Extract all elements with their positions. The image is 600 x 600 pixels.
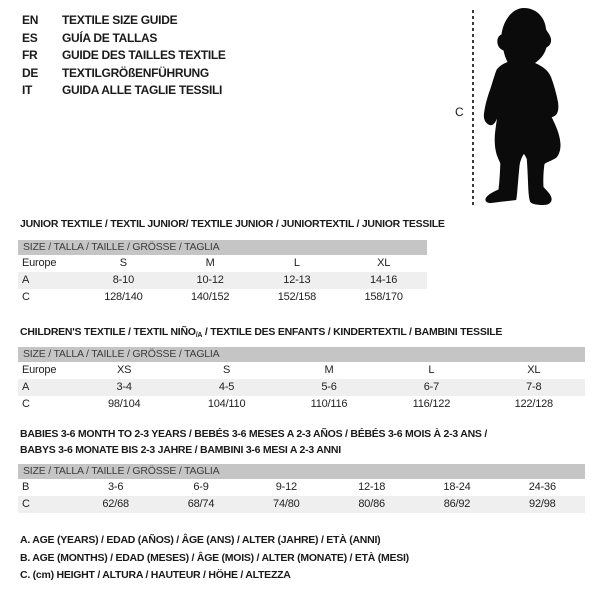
babies-section-title <box>20 426 487 458</box>
size-band-row <box>18 347 585 362</box>
language-code: IT <box>22 83 33 97</box>
children-section-title <box>20 324 502 344</box>
table-row <box>18 396 585 413</box>
size-cell: L <box>293 257 300 269</box>
size-band-label: SIZE / TALLA / TAILLE / GRÖSSE / TAGLIA <box>18 464 585 479</box>
size-cell: S <box>223 364 231 376</box>
age-cell: 12-13 <box>254 272 341 289</box>
size-cell: XL <box>377 257 391 269</box>
table-row <box>18 362 585 379</box>
height-cell: 104/110 <box>207 398 246 410</box>
language-row-en <box>22 12 226 30</box>
guide-title: GUIDE DES TAILLES TEXTILE <box>62 48 226 62</box>
height-measure-dashed-line <box>472 10 474 208</box>
row-label: A <box>18 272 80 289</box>
size-cell: M <box>324 364 334 376</box>
age-cell: 5-6 <box>278 379 380 396</box>
age-cell: 10-12 <box>167 272 254 289</box>
age-cell: 9-12 <box>275 481 297 493</box>
height-cell: 158/170 <box>364 291 403 303</box>
table-row <box>18 272 427 289</box>
row-label: C <box>22 398 30 410</box>
height-cell: 110/116 <box>310 398 348 410</box>
size-cell: L <box>428 364 435 376</box>
guide-title: GUIDA ALLE TAGLIE TESSILI <box>62 83 223 97</box>
guide-title: TEXTILE SIZE GUIDE <box>62 13 178 27</box>
height-cell: 62/68 <box>73 496 158 513</box>
age-cell: 18-24 <box>443 481 471 493</box>
language-row-it <box>22 82 226 100</box>
age-cell: 14-16 <box>340 272 427 289</box>
children-title-pre: CHILDREN'S TEXTILE / TEXTIL NIÑO <box>20 326 196 338</box>
junior-size-table <box>18 240 427 306</box>
age-cell: 6-9 <box>193 481 209 493</box>
footnote-b: B. AGE (MONTHS) / EDAD (MESES) / ÂGE (MOIS) / ALTER (MONATE) / ETÀ (MESI) <box>20 551 409 564</box>
children-title-sub: /A <box>195 332 203 339</box>
babies-title-line2: BABYS 3-6 MONATE BIS 2-3 JAHRE / BAMBINI 3-6 MESI A 2-3 ANNI <box>20 444 341 456</box>
height-cell: 98/104 <box>107 398 141 410</box>
height-cell: 86/92 <box>414 496 499 513</box>
babies-title-line1: BABIES 3-6 MONTH TO 2-3 YEARS / BEBÉS 3-6 MESES A 2-3 AÑOS / BÉBÉS 3-6 MOIS À 2-3 ANS / <box>20 428 488 440</box>
row-label: Europe <box>22 257 57 269</box>
size-cell: S <box>119 257 127 269</box>
height-cell: 152/158 <box>277 291 317 303</box>
height-cell: 74/80 <box>244 496 329 513</box>
row-label: C <box>18 496 73 513</box>
table-row <box>18 289 427 306</box>
guide-title: GUÍA DE TALLAS <box>62 30 158 45</box>
size-cell: M <box>205 257 215 269</box>
height-cell: 122/128 <box>514 398 553 410</box>
height-cell: 116/122 <box>412 398 451 410</box>
height-cell: 92/98 <box>500 496 585 513</box>
language-code: EN <box>22 13 39 27</box>
row-label: Europe <box>22 364 57 376</box>
height-measure-label: C <box>455 105 464 119</box>
age-cell: 3-4 <box>73 379 175 396</box>
age-cell: 6-7 <box>380 379 482 396</box>
height-cell: 68/74 <box>158 496 243 513</box>
language-title-list <box>22 12 226 100</box>
table-row <box>18 479 585 496</box>
size-band-row <box>18 240 427 255</box>
age-cell: 8-10 <box>80 272 167 289</box>
guide-title: TEXTILGRÖßENFÜHRUNG <box>62 65 209 80</box>
baby-silhouette-icon <box>480 6 576 208</box>
row-label: B <box>22 481 30 493</box>
language-row-fr <box>22 47 226 65</box>
language-code: FR <box>22 48 38 62</box>
junior-section-title: JUNIOR TEXTILE / TEXTIL JUNIOR/ TEXTILE JUNIOR / JUNIORTEXTIL / JUNIOR TESSILE <box>20 218 445 230</box>
table-row <box>18 496 585 513</box>
age-cell: 24-36 <box>528 481 556 493</box>
size-band-label: SIZE / TALLA / TAILLE / GRÖSSE / TAGLIA <box>18 240 427 255</box>
height-cell: 80/86 <box>329 496 414 513</box>
size-cell: XS <box>117 364 132 376</box>
legend-footnotes <box>20 532 409 585</box>
language-row-es <box>22 30 226 48</box>
height-cell: 128/140 <box>104 291 143 303</box>
children-size-table <box>18 347 585 413</box>
language-code: ES <box>22 30 38 45</box>
children-title-post: / TEXTILE DES ENFANTS / KINDERTEXTIL / BAMBINI TESSILE <box>202 326 503 338</box>
table-row <box>18 379 585 396</box>
size-cell: XL <box>527 364 541 376</box>
footnote-c: C. (cm) HEIGHT / ALTURA / HAUTEUR / HÖHE / ALTEZZA <box>20 569 291 581</box>
size-band-row <box>18 464 585 479</box>
age-cell: 7-8 <box>483 379 585 396</box>
age-cell: 12-18 <box>358 481 386 493</box>
age-cell: 4-5 <box>175 379 277 396</box>
footnote-a: A. AGE (YEARS) / EDAD (AÑOS) / ÂGE (ANS) / ALTER (JAHRE) / ETÀ (ANNI) <box>20 534 381 546</box>
table-row <box>18 255 427 272</box>
language-code: DE <box>22 65 39 80</box>
height-cell: 140/152 <box>190 291 230 303</box>
language-row-de <box>22 65 226 83</box>
babies-size-table <box>18 464 585 513</box>
size-band-label: SIZE / TALLA / TAILLE / GRÖSSE / TAGLIA <box>18 347 585 362</box>
row-label: C <box>22 291 30 303</box>
row-label: A <box>18 379 73 396</box>
age-cell: 3-6 <box>108 481 124 493</box>
